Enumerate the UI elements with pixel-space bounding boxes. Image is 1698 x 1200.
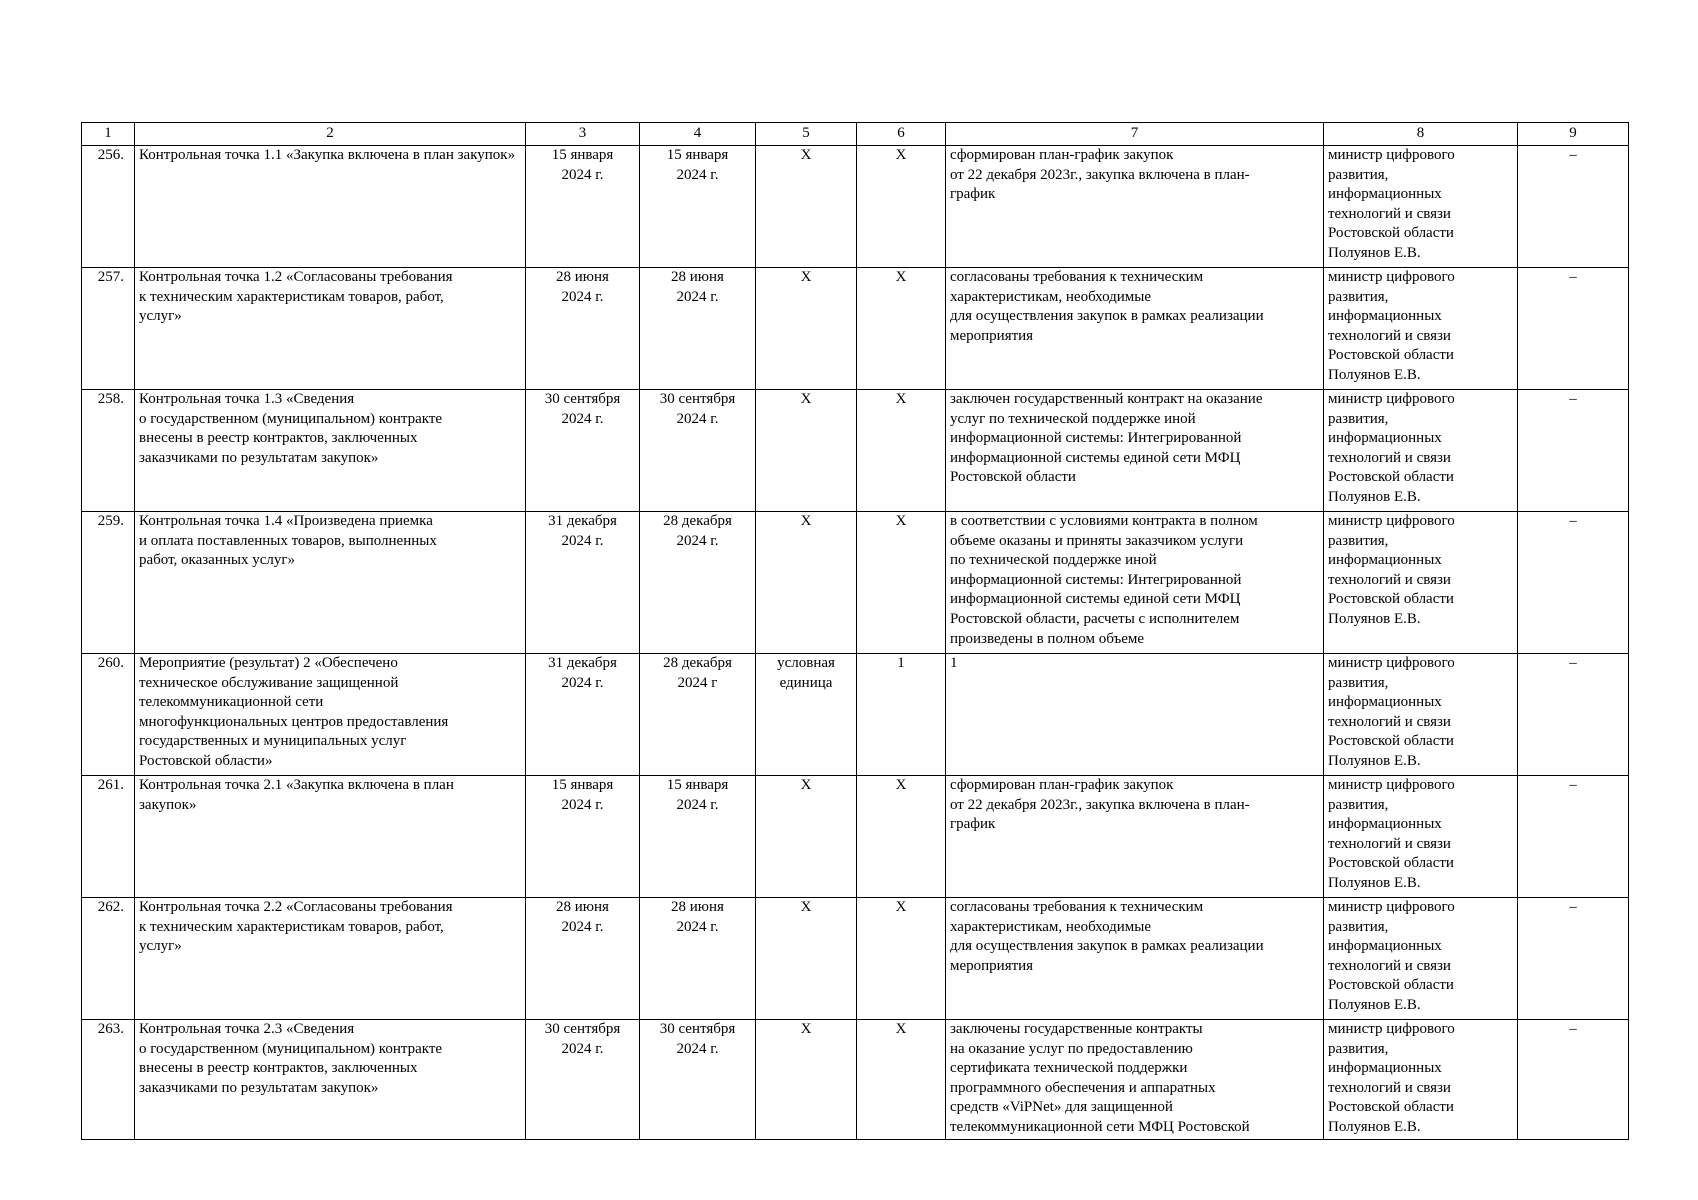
row-number: 260. xyxy=(82,654,135,776)
actual-date: 28 декабря 2024 г. xyxy=(640,512,756,654)
row-number: 261. xyxy=(82,776,135,898)
table-row xyxy=(82,268,1629,390)
note: – xyxy=(1518,146,1629,268)
header-cell: 3 xyxy=(526,123,640,146)
unit-of-measure: Х xyxy=(756,776,857,898)
unit-of-measure: Х xyxy=(756,898,857,1020)
value: Х xyxy=(857,512,946,654)
unit-of-measure: условная единица xyxy=(756,654,857,776)
row-number: 259. xyxy=(82,512,135,654)
note: – xyxy=(1518,390,1629,512)
header-cell: 4 xyxy=(640,123,756,146)
row-number: 263. xyxy=(82,1020,135,1140)
table-row xyxy=(82,146,1629,268)
planned-date: 15 января 2024 г. xyxy=(526,776,640,898)
header-cell: 2 xyxy=(135,123,526,146)
note: – xyxy=(1518,654,1629,776)
actual-date: 28 декабря 2024 г xyxy=(640,654,756,776)
unit-of-measure: Х xyxy=(756,1020,857,1140)
row-number: 258. xyxy=(82,390,135,512)
header-cell: 7 xyxy=(946,123,1324,146)
result-description: сформирован план-график закупок от 22 декабря 2023г., закупка включена в план- график xyxy=(946,146,1324,268)
note: – xyxy=(1518,898,1629,1020)
table-header-row xyxy=(82,123,1629,146)
row-number: 256. xyxy=(82,146,135,268)
unit-of-measure: Х xyxy=(756,390,857,512)
header-cell: 6 xyxy=(857,123,946,146)
note: – xyxy=(1518,1020,1629,1140)
row-number: 257. xyxy=(82,268,135,390)
item-name: Контрольная точка 1.1 «Закупка включена в план закупок» xyxy=(135,146,526,268)
planned-date: 28 июня 2024 г. xyxy=(526,898,640,1020)
header-cell: 8 xyxy=(1324,123,1518,146)
item-name: Контрольная точка 1.2 «Согласованы требования к техническим характеристикам товаров, работ, услуг» xyxy=(135,268,526,390)
planned-date: 30 сентября 2024 г. xyxy=(526,1020,640,1140)
report-table xyxy=(81,122,1629,1140)
note: – xyxy=(1518,776,1629,898)
unit-of-measure: Х xyxy=(756,146,857,268)
value: Х xyxy=(857,776,946,898)
table-row xyxy=(82,776,1629,898)
actual-date: 28 июня 2024 г. xyxy=(640,898,756,1020)
header-cell: 9 xyxy=(1518,123,1629,146)
table-row xyxy=(82,654,1629,776)
item-name: Контрольная точка 2.1 «Закупка включена в план закупок» xyxy=(135,776,526,898)
responsible-person: министр цифрового развития, информационных технологий и связи Ростовской области Полуянов Е.В. xyxy=(1324,898,1518,1020)
actual-date: 30 сентября 2024 г. xyxy=(640,390,756,512)
table-row xyxy=(82,390,1629,512)
table-body xyxy=(82,123,1629,1140)
actual-date: 28 июня 2024 г. xyxy=(640,268,756,390)
responsible-person: министр цифрового развития, информационных технологий и связи Ростовской области Полуянов Е.В. xyxy=(1324,1020,1518,1140)
item-name: Контрольная точка 2.2 «Согласованы требования к техническим характеристикам товаров, работ, услуг» xyxy=(135,898,526,1020)
responsible-person: министр цифрового развития, информационных технологий и связи Ростовской области Полуянов Е.В. xyxy=(1324,146,1518,268)
value: Х xyxy=(857,146,946,268)
planned-date: 31 декабря 2024 г. xyxy=(526,512,640,654)
table-row xyxy=(82,898,1629,1020)
item-name: Мероприятие (результат) 2 «Обеспечено техническое обслуживание защищенной телекоммуникационной сети многофункциональных центров предоставления государственных и муниципальных услуг Ростовской области» xyxy=(135,654,526,776)
responsible-person: министр цифрового развития, информационных технологий и связи Ростовской области Полуянов Е.В. xyxy=(1324,776,1518,898)
item-name: Контрольная точка 1.4 «Произведена приемка и оплата поставленных товаров, выполненных работ, оказанных услуг» xyxy=(135,512,526,654)
row-number: 262. xyxy=(82,898,135,1020)
header-cell: 5 xyxy=(756,123,857,146)
result-description: сформирован план-график закупок от 22 декабря 2023г., закупка включена в план- график xyxy=(946,776,1324,898)
result-description: заключен государственный контракт на оказание услуг по технической поддержке иной информационной системы: Интегрированной информационной системы единой сети МФЦ Ростовской области xyxy=(946,390,1324,512)
actual-date: 30 сентября 2024 г. xyxy=(640,1020,756,1140)
actual-date: 15 января 2024 г. xyxy=(640,776,756,898)
value: Х xyxy=(857,390,946,512)
actual-date: 15 января 2024 г. xyxy=(640,146,756,268)
note: – xyxy=(1518,512,1629,654)
responsible-person: министр цифрового развития, информационных технологий и связи Ростовской области Полуянов Е.В. xyxy=(1324,512,1518,654)
result-description: в соответствии с условиями контракта в полном объеме оказаны и приняты заказчиком услуги по технической поддержке иной информационной системы: Интегрированной информационной системы единой сети МФЦ Ростовской области, расчеты с исполнителем произведены в полном объеме xyxy=(946,512,1324,654)
header-cell: 1 xyxy=(82,123,135,146)
note: – xyxy=(1518,268,1629,390)
value: Х xyxy=(857,1020,946,1140)
value: 1 xyxy=(857,654,946,776)
unit-of-measure: Х xyxy=(756,512,857,654)
result-description: заключены государственные контракты на оказание услуг по предоставлению сертификата технической поддержки программного обеспечения и аппаратных средств «ViPNet» для защищенной телекоммуникационной сети МФЦ Ростовской xyxy=(946,1020,1324,1140)
planned-date: 31 декабря 2024 г. xyxy=(526,654,640,776)
unit-of-measure: Х xyxy=(756,268,857,390)
item-name: Контрольная точка 1.3 «Сведения о государственном (муниципальном) контракте внесены в реестр контрактов, заключенных заказчиками по результатам закупок» xyxy=(135,390,526,512)
responsible-person: министр цифрового развития, информационных технологий и связи Ростовской области Полуянов Е.В. xyxy=(1324,390,1518,512)
item-name: Контрольная точка 2.3 «Сведения о государственном (муниципальном) контракте внесены в реестр контрактов, заключенных заказчиками по результатам закупок» xyxy=(135,1020,526,1140)
result-description: 1 xyxy=(946,654,1324,776)
result-description: согласованы требования к техническим характеристикам, необходимые для осуществления закупок в рамках реализации мероприятия xyxy=(946,898,1324,1020)
value: Х xyxy=(857,268,946,390)
responsible-person: министр цифрового развития, информационных технологий и связи Ростовской области Полуянов Е.В. xyxy=(1324,654,1518,776)
planned-date: 30 сентября 2024 г. xyxy=(526,390,640,512)
table-row xyxy=(82,1020,1629,1140)
table-row xyxy=(82,512,1629,654)
result-description: согласованы требования к техническим характеристикам, необходимые для осуществления закупок в рамках реализации мероприятия xyxy=(946,268,1324,390)
responsible-person: министр цифрового развития, информационных технологий и связи Ростовской области Полуянов Е.В. xyxy=(1324,268,1518,390)
planned-date: 15 января 2024 г. xyxy=(526,146,640,268)
planned-date: 28 июня 2024 г. xyxy=(526,268,640,390)
value: Х xyxy=(857,898,946,1020)
